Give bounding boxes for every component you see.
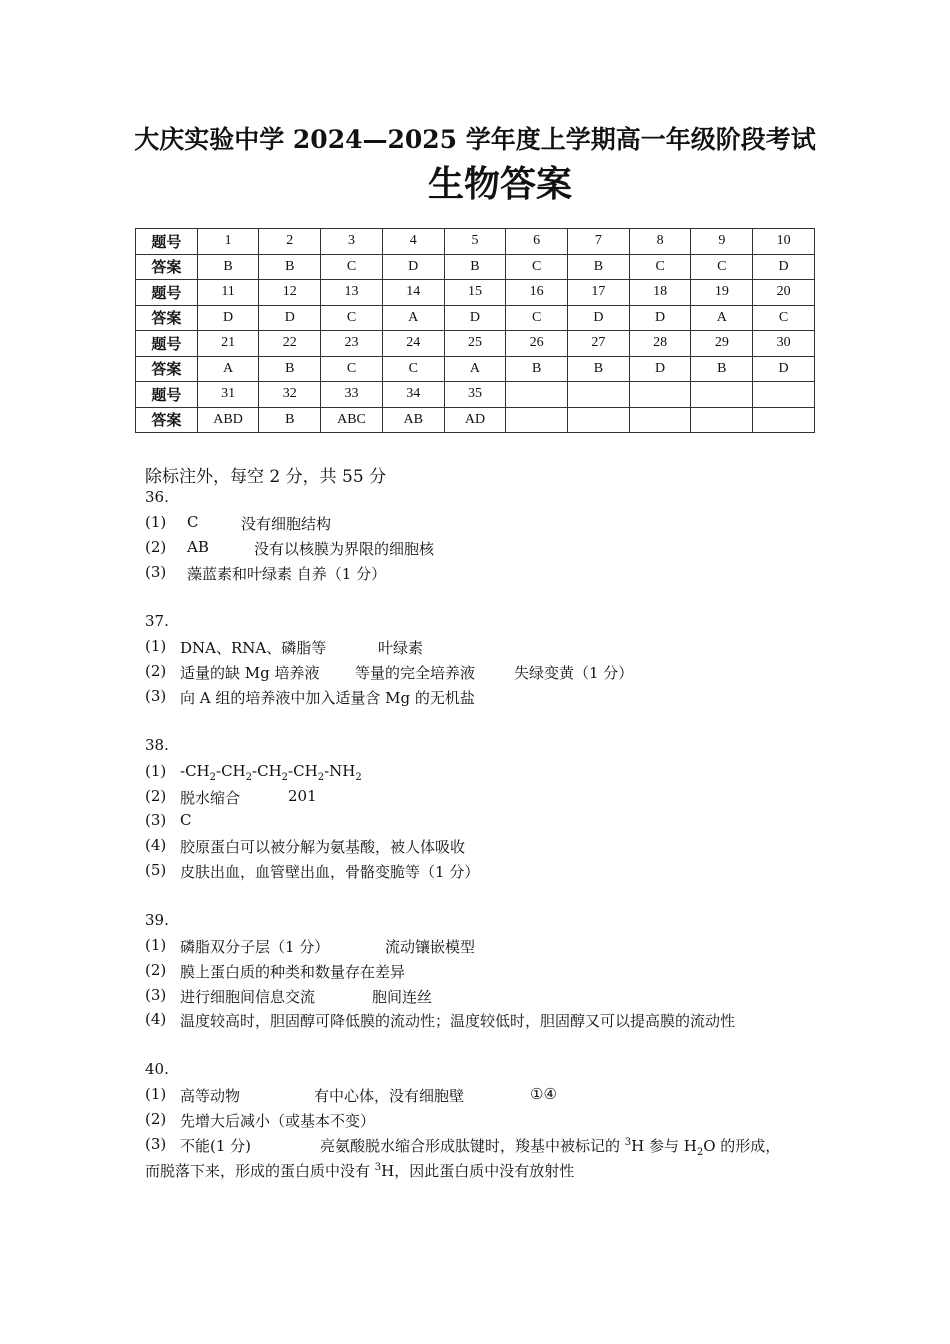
question-number-row — [136, 331, 815, 357]
answer-row — [136, 305, 815, 331]
question-number-cell: 3 — [321, 229, 383, 255]
q40-2-answer-a: 先增大后减小（或基本不变） — [180, 1112, 376, 1130]
q37-2-answer-a: 适量的缺 Mg 培养液 — [180, 664, 320, 682]
answer-cell: B — [568, 254, 630, 280]
q37-2-label: (2) — [145, 662, 167, 680]
q40-3-answer-a: 不能(1 分) — [180, 1137, 252, 1155]
q36-number: 36. — [145, 488, 169, 506]
question-number-row — [136, 382, 815, 408]
question-number-cell: 22 — [259, 331, 321, 357]
row-label-answer: 答案 — [136, 407, 198, 433]
answer-cell — [691, 407, 753, 433]
question-number-cell: 4 — [382, 229, 444, 255]
q36-2-answer-a: AB — [187, 538, 209, 556]
question-number-cell: 32 — [259, 382, 321, 408]
question-number-cell — [629, 382, 691, 408]
q38-3-answer-a: C — [180, 811, 192, 829]
answer-row — [136, 407, 815, 433]
answer-cell: AD — [444, 407, 506, 433]
answer-cell: C — [753, 305, 815, 331]
question-number-row — [136, 280, 815, 306]
q38-2-answer-b: 201 — [288, 787, 317, 805]
q36-1-answer-b: 没有细胞结构 — [241, 515, 332, 533]
answer-cell: C — [321, 356, 383, 382]
q36-2-answer-b: 没有以核膜为界限的细胞核 — [254, 540, 435, 558]
answer-cell: B — [259, 407, 321, 433]
q37-1-answer-a: DNA、RNA、磷脂等 — [180, 639, 327, 657]
question-number-cell: 16 — [506, 280, 568, 306]
question-number-cell: 20 — [753, 280, 815, 306]
answer-cell: D — [629, 305, 691, 331]
answer-table — [135, 228, 815, 433]
question-number-cell: 10 — [753, 229, 815, 255]
row-label-answer: 答案 — [136, 305, 198, 331]
question-number-cell: 6 — [506, 229, 568, 255]
q39-1-label: (1) — [145, 936, 167, 954]
answer-cell: D — [197, 305, 259, 331]
row-label-question: 题号 — [136, 331, 198, 357]
answer-row — [136, 356, 815, 382]
question-number-cell: 5 — [444, 229, 506, 255]
question-number-cell: 17 — [568, 280, 630, 306]
q39-1-answer-b: 流动镶嵌模型 — [385, 938, 476, 956]
row-label-question: 题号 — [136, 229, 198, 255]
question-number-cell: 14 — [382, 280, 444, 306]
q37-3-label: (3) — [145, 687, 167, 705]
q38-2-answer-a: 脱水缩合 — [180, 789, 241, 807]
question-number-cell: 9 — [691, 229, 753, 255]
answer-cell: A — [444, 356, 506, 382]
q39-3-label: (3) — [145, 986, 167, 1004]
q38-4-label: (4) — [145, 836, 167, 854]
q37-3-answer-a: 向 A 组的培养液中加入适量含 Mg 的无机盐 — [180, 689, 475, 707]
q39-3-answer-a: 进行细胞间信息交流 — [180, 988, 316, 1006]
q38-5-answer-a: 皮肤出血，血管壁出血，骨骼变脆等（1 分） — [180, 863, 480, 881]
answer-cell: C — [691, 254, 753, 280]
q40-3-answer-continued: 而脱落下来，形成的蛋白质中没有 $^3$H，因此蛋白质中没有放射性 — [145, 1162, 575, 1180]
q37-1-answer-b: 叶绿素 — [378, 639, 424, 657]
answer-cell: B — [691, 356, 753, 382]
question-number-cell: 29 — [691, 331, 753, 357]
question-number-cell — [506, 382, 568, 408]
question-number-cell: 25 — [444, 331, 506, 357]
q40-3-label: (3) — [145, 1135, 167, 1153]
question-number-cell: 30 — [753, 331, 815, 357]
question-number-cell: 27 — [568, 331, 630, 357]
answer-cell: C — [321, 254, 383, 280]
answer-cell: D — [753, 254, 815, 280]
question-number-cell: 12 — [259, 280, 321, 306]
q38-number: 38. — [145, 736, 169, 754]
q40-3-answer-b: 亮氨酸脱水缩合形成肽键时，羧基中被标记的 $^3$H 参与 $H_2O$ 的形成， — [320, 1137, 781, 1158]
q37-2-answer-b: 等量的完全培养液 — [355, 664, 476, 682]
question-number-cell: 8 — [629, 229, 691, 255]
answer-cell: D — [629, 356, 691, 382]
q39-3-answer-b: 胞间连丝 — [372, 988, 433, 1006]
scoring-note: 除标注外，每空 2 分，共 55 分 — [145, 467, 387, 487]
question-number-cell: 2 — [259, 229, 321, 255]
answer-cell: C — [506, 254, 568, 280]
question-number-cell: 23 — [321, 331, 383, 357]
question-number-cell: 28 — [629, 331, 691, 357]
answer-cell: B — [259, 356, 321, 382]
q39-4-label: (4) — [145, 1010, 167, 1028]
answer-cell — [506, 407, 568, 433]
answer-cell: B — [444, 254, 506, 280]
q36-1-answer-a: C — [187, 513, 199, 531]
q40-1-label: (1) — [145, 1085, 167, 1103]
q37-number: 37. — [145, 612, 169, 630]
row-label-question: 题号 — [136, 280, 198, 306]
q40-1-answer-a: 高等动物 — [180, 1087, 241, 1105]
q40-1-answer-c: ①④ — [530, 1085, 557, 1103]
answer-row — [136, 254, 815, 280]
answer-cell: C — [629, 254, 691, 280]
q38-5-label: (5) — [145, 861, 167, 879]
answer-cell: A — [382, 305, 444, 331]
answer-cell: A — [691, 305, 753, 331]
exam-title: 大庆实验中学 2024—2025 学年度上学期高一年级阶段考试 — [134, 125, 816, 154]
row-label-question: 题号 — [136, 382, 198, 408]
question-number-cell: 11 — [197, 280, 259, 306]
answer-cell: ABC — [321, 407, 383, 433]
question-number-cell: 33 — [321, 382, 383, 408]
answer-cell: C — [506, 305, 568, 331]
q38-1-label: (1) — [145, 762, 167, 780]
q40-1-answer-b: 有中心体，没有细胞壁 — [314, 1087, 465, 1105]
q39-2-answer-a: 膜上蛋白质的种类和数量存在差异 — [180, 963, 406, 981]
question-number-cell: 18 — [629, 280, 691, 306]
q36-2-label: (2) — [145, 538, 167, 556]
q37-2-answer-c: 失绿变黄（1 分） — [514, 664, 634, 682]
q36-1-label: (1) — [145, 513, 167, 531]
answer-cell: D — [568, 305, 630, 331]
question-number-cell: 1 — [197, 229, 259, 255]
question-number-cell: 24 — [382, 331, 444, 357]
q36-3-label: (3) — [145, 563, 167, 581]
answer-cell: D — [259, 305, 321, 331]
question-number-cell: 13 — [321, 280, 383, 306]
q36-3-answer-a: 藻蓝素和叶绿素 自养（1 分） — [187, 565, 387, 583]
answer-cell — [568, 407, 630, 433]
answer-cell: B — [506, 356, 568, 382]
answer-cell: D — [753, 356, 815, 382]
question-number-cell — [568, 382, 630, 408]
question-number-cell: 26 — [506, 331, 568, 357]
row-label-answer: 答案 — [136, 254, 198, 280]
answer-cell: B — [568, 356, 630, 382]
answer-cell: AB — [382, 407, 444, 433]
answer-cell — [753, 407, 815, 433]
q39-1-answer-a: 磷脂双分子层（1 分） — [180, 938, 330, 956]
answer-cell — [629, 407, 691, 433]
question-number-cell — [691, 382, 753, 408]
q40-2-label: (2) — [145, 1110, 167, 1128]
q39-number: 39. — [145, 911, 169, 929]
q40-number: 40. — [145, 1060, 169, 1078]
q38-3-label: (3) — [145, 811, 167, 829]
answer-cell: D — [382, 254, 444, 280]
question-number-cell: 31 — [197, 382, 259, 408]
question-number-cell: 7 — [568, 229, 630, 255]
answer-cell: B — [259, 254, 321, 280]
question-number-cell: 19 — [691, 280, 753, 306]
question-number-row — [136, 229, 815, 255]
q39-2-label: (2) — [145, 961, 167, 979]
question-number-cell: 34 — [382, 382, 444, 408]
q37-1-label: (1) — [145, 637, 167, 655]
row-label-answer: 答案 — [136, 356, 198, 382]
q38-4-answer-a: 胶原蛋白可以被分解为氨基酸，被人体吸收 — [180, 838, 466, 856]
subject-title: 生物答案 — [427, 164, 572, 205]
answer-cell: C — [382, 356, 444, 382]
question-number-cell — [753, 382, 815, 408]
question-number-cell: 21 — [197, 331, 259, 357]
question-number-cell: 35 — [444, 382, 506, 408]
q39-4-answer-a: 温度较高时，胆固醇可降低膜的流动性；温度较低时，胆固醇又可以提高膜的流动性 — [180, 1012, 736, 1030]
answer-cell: C — [321, 305, 383, 331]
q38-2-label: (2) — [145, 787, 167, 805]
answer-cell: ABD — [197, 407, 259, 433]
q38-1-formula: $-CH_2-CH_2-CH_2-CH_2-NH_2$ — [180, 762, 362, 783]
answer-cell: A — [197, 356, 259, 382]
answer-cell: D — [444, 305, 506, 331]
answer-cell: B — [197, 254, 259, 280]
question-number-cell: 15 — [444, 280, 506, 306]
